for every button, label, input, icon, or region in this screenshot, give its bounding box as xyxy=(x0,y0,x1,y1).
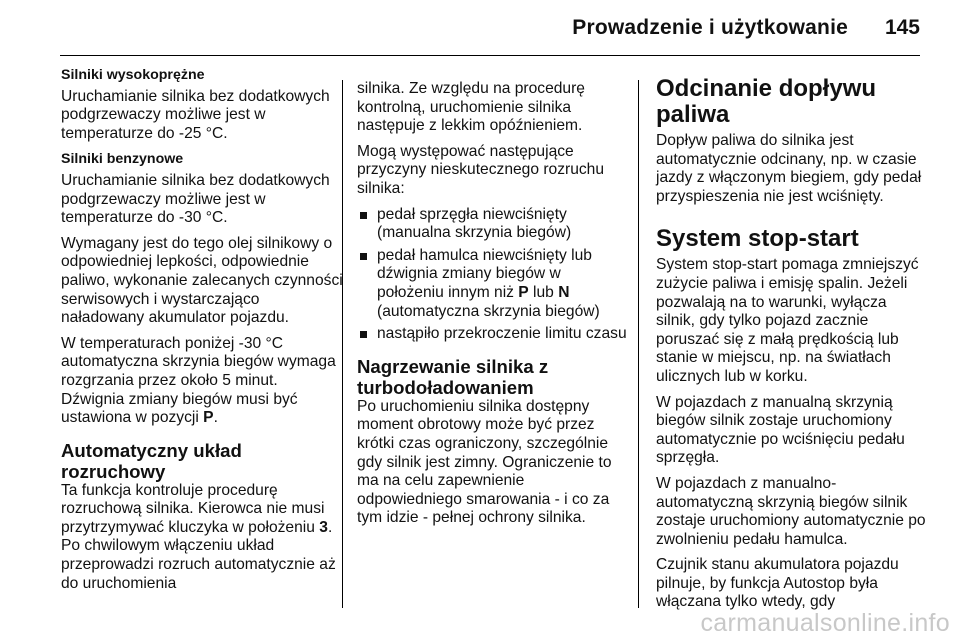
cold-text-position: P xyxy=(203,409,214,427)
bullet-text: nastąpiło przekroczenie limitu czasu xyxy=(377,325,627,343)
semi-auto-paragraph: W pojazdach z manualno-automatyczną skrzynią biegów silnik zostaje uruchomiony automatycznie po zwolnieniu pedału hamulca. xyxy=(656,474,926,548)
cold-text-after: . xyxy=(213,409,218,427)
fuel-cutoff-heading: Odcinanie dopływu paliwa xyxy=(656,75,877,128)
autostart-text-1: Ta funkcja kontroluje procedurę rozruchową silnika. Kierowca nie musi przytrzymywać kluczyka w położeniu xyxy=(61,481,325,536)
column-1 xyxy=(61,66,343,600)
diesel-paragraph: Uruchamianie silnika bez dodatkowych podgrzewaczy możliwe jest w temperaturze do -25 °C. xyxy=(61,87,330,142)
autostart-heading: Automatyczny układ rozruchowy xyxy=(61,439,242,482)
bullet-icon xyxy=(360,253,367,260)
diesel-heading: Silniki wysokoprężne xyxy=(61,67,205,83)
turbo-heading: Nagrzewanie silnika z turbodoładowaniem xyxy=(357,355,549,398)
bullet-icon xyxy=(360,212,367,219)
bullet-text-mid: lub xyxy=(528,283,559,301)
column-3 xyxy=(656,76,926,619)
header-rule xyxy=(60,55,920,56)
continuation-paragraph: silnika. Ze względu na procedurę kontrolną, uruchomienie silnika następuje z lekkim opóźnieniem. xyxy=(357,80,585,135)
stopstart-heading: System stop-start xyxy=(656,225,859,253)
autostart-paragraph xyxy=(61,482,343,594)
causes-intro: Mogą występować następujące przyczyny nieskutecznego rozruchu silnika: xyxy=(357,142,605,197)
list-item xyxy=(357,247,628,321)
autostart-text-2: . Po chwilowym włączeniu układ przeprowadzi rozruch automatycznie aż do uruchomienia xyxy=(61,518,336,592)
petrol-heading: Silniki benzynowe xyxy=(61,151,184,168)
stopstart-paragraph: System stop-start pomaga zmniejszyć zużycie paliwa i emisję spalin. Jeżeli pozwalają na to warunki, wyłącza silnik, gdy tylko pojazd zacznie poruszać się z małą prędkością lub stanie w miejscu, np. na światłach ulicznych lub w korku. xyxy=(656,256,919,385)
list-item xyxy=(357,325,628,344)
battery-paragraph: Czujnik stanu akumulatora pojazdu pilnuje, by funkcja Autostop była włączana tylko wtedy, gdy xyxy=(656,556,899,611)
gear-n: N xyxy=(558,283,570,301)
cold-paragraph xyxy=(61,335,343,428)
gear-p: P xyxy=(518,283,529,301)
fuel-cutoff-paragraph: Dopływ paliwa do silnika jest automatycznie odcinany, np. w czasie jazdy z włączonym biegiem, gdy pedał przyspieszenia nie jest wciśnięty. xyxy=(656,132,922,205)
cold-text-before: W temperaturach poniżej -30 °C automatyczna skrzynia biegów wymaga rozgrzania przez około 5 minut. Dźwignia zmiany biegów musi być ustawiona w pozycji xyxy=(61,334,336,427)
requirements-paragraph: Wymagany jest do tego olej silnikowy o odpowiedniej lepkości, odpowiednie paliwo, wykonanie zalecanych czynności serwisowych i wystarczająco naładowany akumulator pojazdu. xyxy=(61,234,343,327)
autostart-text-position: 3 xyxy=(319,518,328,536)
bullet-text-after: (automatyczna skrzynia biegów) xyxy=(377,302,600,320)
turbo-paragraph: Po uruchomieniu silnika dostępny moment obrotowy może być przez krótki czas ograniczony, szczególnie gdy silnik jest zimny. Ograniczenie to ma na celu zapewnienie odpowiedniego smarowania - i co za tym idzie - pełnej ochrony silnika. xyxy=(357,397,612,527)
causes-list xyxy=(357,206,628,344)
bullet-text-before: pedał hamulca niewciśnięty lub dźwignia zmiany biegów w położeniu innym niż xyxy=(377,246,592,301)
watermark: carmanualsonline.info xyxy=(700,609,950,637)
list-item xyxy=(357,206,628,243)
page-number: 145 xyxy=(884,16,920,39)
manual-paragraph: W pojazdach z manualną skrzynią biegów silnik zostaje uruchomiony automatycznie po wciśnięciu pedału sprzęgła. xyxy=(656,393,905,467)
column-divider-right xyxy=(638,80,639,608)
page-header xyxy=(60,16,920,46)
page-title: Prowadzenie i użytkowanie xyxy=(572,16,848,39)
bullet-text: pedał sprzęgła niewciśnięty (manualna skrzynia biegów) xyxy=(377,205,572,242)
column-2 xyxy=(357,80,628,535)
petrol-paragraph: Uruchamianie silnika bez dodatkowych podgrzewaczy możliwe jest w temperaturze do -30 °C. xyxy=(61,171,330,227)
bullet-icon xyxy=(360,331,367,338)
